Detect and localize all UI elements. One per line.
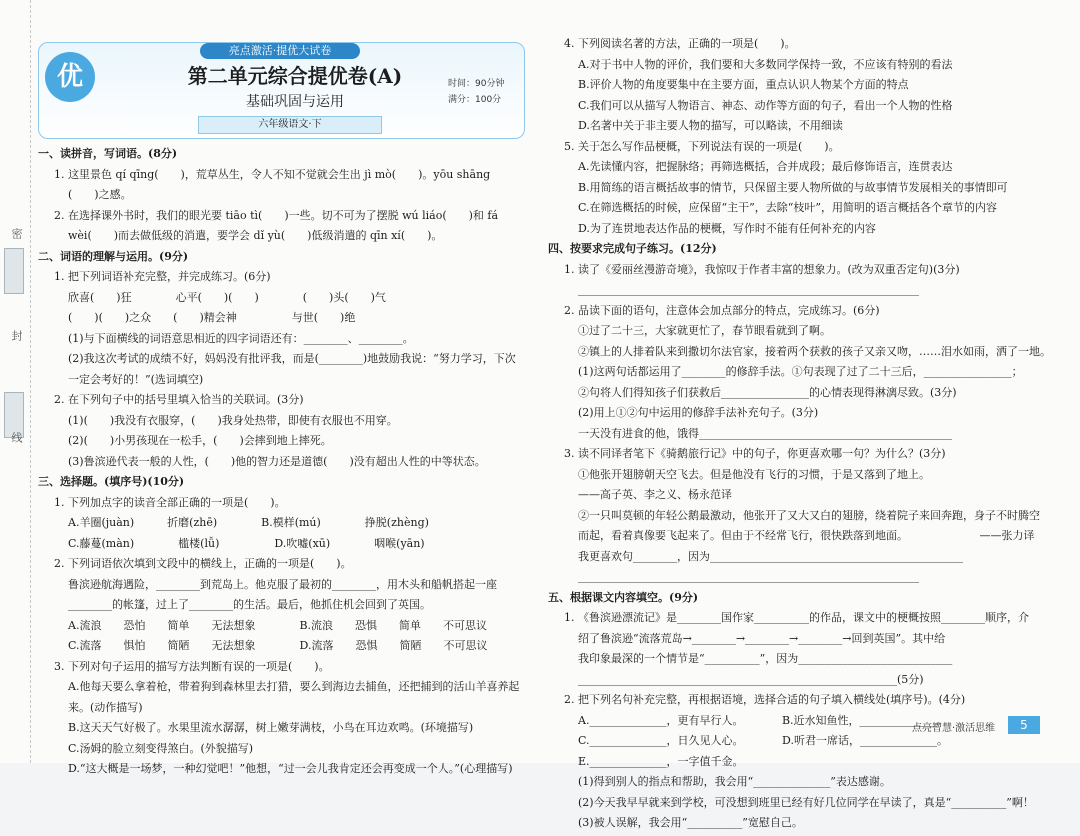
excellent-badge-icon: 优: [45, 52, 95, 102]
question-line: 1. 这里景色 qí qīng( )，荒草丛生，令人不知不觉就会生出 jì mò( )。yōu shāng: [54, 167, 491, 181]
question-line: D.为了连贯地表达作品的梗概，写作时不能有任何补充的内容: [578, 221, 876, 235]
exam-time: 时间：90分钟: [448, 79, 505, 89]
question-line: ①他张开翅膀朝天空飞去。但是他没有飞行的习惯，于是又落到了地上。: [578, 467, 930, 481]
section-heading: 五、根据课文内容填空。(9分): [548, 590, 699, 604]
question-line: 我更喜欢句________，因为______________________________________________: [578, 549, 963, 563]
question-line: D.名著中关于非主要人物的描写，可以略读，不用细读: [578, 119, 843, 132]
section-heading: 二、词语的理解与运用。(9分): [38, 249, 189, 263]
question-line: C.流落 惧怕 简陋 无法想象 D.流落 恐惧 简陋 不可思议: [68, 639, 488, 652]
question-line: A.他每天要么拿着枪，带着狗到森林里去打猎，要么到海边去捕鱼，还把捕到的活山羊喜养起: [68, 680, 520, 693]
question-line: 1. 下列加点字的读音全部正确的一项是( )。: [54, 495, 286, 509]
question-line: C.______________，日久见人心。 D.听君一席话，______________。: [578, 734, 948, 747]
question-line: C.在筛选概括的时候，应保留“主干”，去除“枝叶”，用简明的语言概括各个章节的内容: [578, 201, 998, 214]
section-heading: 一、读拼音，写词语。(8分): [38, 147, 178, 160]
gutter-mark-close: 封: [10, 330, 23, 341]
question-line: 2. 在下列句子中的括号里填入恰当的关联词。(3分): [54, 393, 304, 406]
question-line: C.汤姆的脸立刻变得煞白。(外貌描写): [68, 741, 254, 755]
page-title: 第二单元综合提优卷(A): [187, 64, 403, 88]
question-line: 1. 把下列词语补充完整，并完成练习。(6分): [54, 270, 271, 283]
question-line: 鲁滨逊航海遇险，________到荒岛上。他克服了最初的________，用木头和船帆搭起一座: [68, 577, 497, 591]
question-line: 3. 读不同译者笔下《骑鹅旅行记》中的句子，你更喜欢哪一句？为什么？(3分): [564, 447, 946, 460]
question-line: 而起，看着真像要飞起来了。但由于不经常飞行，很快跌落到地面。 ——张力译: [578, 529, 1035, 542]
question-line: (2)我这次考试的成绩不好，妈妈没有批评我，而是(________)地鼓励我说：“努力学习，下次: [68, 352, 516, 365]
question-line: ②句将人们得知孩子们获救后________________的心情表现得淋漓尽致。(3分): [578, 385, 957, 399]
question-line: 欣喜( )狂 心平( )( ) ( )头( )气: [68, 290, 386, 304]
question-line: (1)得到别人的指点和帮助，我会用“______________”表达感谢。: [578, 775, 891, 788]
question-line: A.对于书中人物的评价，我们要和大多数同学保持一致，不应该有特别的看法: [578, 57, 953, 71]
question-line: (3)鲁滨逊代表一般的人性，( )他的智力还是道德( )没有超出人性的中等状态。: [68, 454, 486, 468]
right-column: [548, 36, 1058, 836]
question-line: ______________________________________________________________: [578, 283, 919, 296]
question-line: ______________________________________________________________: [578, 570, 919, 583]
question-line: ( )( )之众 ( )精会神 与世( )绝: [68, 311, 356, 324]
question-line: wèi( )而去做低级的消遣，要学会 dǐ yù( )低级消遣的 qīn xí( )。: [68, 229, 443, 242]
page-subtitle: 基础巩固与运用: [246, 94, 344, 110]
gutter-mark-seal: 密: [10, 228, 23, 239]
footer-slogan: 点亮智慧·激活思维: [912, 723, 996, 734]
question-line: ——高子英、李之义、杨永范译: [578, 488, 732, 501]
left-column: [38, 146, 528, 782]
page-number: 5: [1008, 716, 1040, 734]
question-line: 我印象最深的一个情节是“__________”，因为____________________________: [578, 652, 953, 665]
question-line: D.“这大概是一场梦，一种幻觉吧！”他想，“过一会儿我肯定还会再变成一个人。”(心理描写): [68, 762, 513, 775]
question-line: ②一只叫莫顿的年轻公鹅最激动，他张开了又大又白的翅膀，绕着院子来回奔跑，身子不时腾空: [578, 508, 1040, 522]
question-line: B.评价人物的角度要集中在主要方面，重点认识人物某个方面的特点: [578, 78, 909, 91]
gutter-mark-line: 线: [10, 432, 23, 443]
question-line: (2)( )小男孩现在一松手，( )会摔到地上摔死。: [68, 434, 332, 447]
question-line: 4. 下列阅读名著的方法，正确的一项是( )。: [564, 37, 796, 50]
question-line: (2)用上①②句中运用的修辞手法补充句子。(3分): [578, 406, 819, 419]
question-line: 1. 读了《爱丽丝漫游奇境》，我惊叹于作者丰富的想象力。(改为双重否定句)(3分): [564, 262, 960, 276]
question-line: 3. 下列对句子运用的描写方法判断有误的一项是( )。: [54, 659, 330, 673]
binding-gutter: [0, 0, 31, 763]
question-line: (3)被人误解，我会用“__________”宽慰自己。: [578, 816, 803, 829]
question-line: B.用简练的语言概括故事的情节，只保留主要人物所做的与故事情节发展相关的事情即可: [578, 180, 1008, 194]
question-line: (2)今天我早早就来到学校，可没想到班里已经有好几位同学在早读了，真是“__________”啊！: [578, 795, 1034, 809]
section-heading: 三、选择题。(填序号)(10分): [38, 475, 185, 488]
series-banner: 亮点激活·提优大试卷: [200, 43, 360, 59]
question-line: ①过了二十三，大家就更忙了，春节眼看就到了啊。: [578, 324, 831, 337]
section-heading: 四、按要求完成句子练习。(12分): [548, 242, 717, 255]
question-line: A.羊圈(juàn) 折磨(zhē) B.模样(mú) 挣脱(zhèng): [68, 516, 429, 529]
question-line: 2. 在选择课外书时，我们的眼光要 tiāo tì( )一些。切不可为了摆脱 wú liáo( )和 fá: [54, 208, 499, 222]
question-line: ②镇上的人排着队来到撒切尔法官家，接着两个获救的孩子又亲又吻，……泪水如雨，洒了一地。: [578, 344, 1051, 358]
exam-full-score: 满分：100分: [448, 95, 502, 105]
question-line: 一天没有进食的他，饿得______________________________________________: [578, 426, 952, 440]
question-line: E.______________，一字值千金。: [578, 754, 744, 768]
question-line: A.流浪 恐怕 简单 无法想象 B.流浪 恐惧 简单 不可思议: [68, 618, 488, 632]
question-line: 1. 《鲁滨逊漂流记》是________国作家__________的作品，课文中的梗概按照________顺序，介: [564, 611, 1029, 624]
question-line: (1)这两句话都运用了________的修辞手法。①句表现了过了二十三后，________________；: [578, 365, 1023, 378]
question-line: 5. 关于怎么写作品梗概，下列说法有误的一项是( )。: [564, 139, 840, 153]
grade-label: 六年级语文·下: [198, 116, 382, 134]
question-line: B.这天天气好极了。水果里流水潺潺，树上嫩芽满枝，小鸟在耳边欢鸣。(环境描写): [68, 721, 474, 734]
question-line: C.我们可以从描写人物语言、神态、动作等方面的句子，看出一个人物的性格: [578, 98, 953, 112]
question-line: 一定会考好的！”(选词填空): [68, 372, 204, 386]
question-line: A.先读懂内容，把握脉络；再筛选概括，合并成段；最后修饰语言，连贯表达: [578, 160, 953, 173]
question-line: __________________________________________________________(5分): [578, 672, 924, 686]
question-line: 2. 品读下面的语句，注意体会加点部分的特点，完成练习。(6分): [564, 303, 880, 317]
gutter-field-class: [4, 248, 24, 294]
question-line: ( )之感。: [68, 188, 132, 201]
question-line: 2. 把下列名句补充完整，再根据语境，选择合适的句子填入横线处(填序号)。(4分): [564, 693, 966, 706]
question-line: 2. 下列词语依次填到文段中的横线上，正确的一项是( )。: [54, 557, 352, 570]
question-line: 来。(动作描写): [68, 700, 143, 714]
question-line: 绍了鲁滨逊“流落荒岛→________→________→________→回到英国”。其中给: [578, 631, 946, 645]
question-line: A.______________，更有早行人。 B.近水知鱼性，______________。: [578, 713, 948, 727]
question-line: C.藤蔓(màn) 槛楼(lǚ) D.吹嘘(xū) 咽喉(yān): [68, 536, 425, 550]
question-line: (1)与下面横线的词语意思相近的四字词语还有：________、________。: [68, 331, 414, 345]
question-line: (1)( )我没有衣服穿，( )我身处热带，即使有衣服也不用穿。: [68, 413, 398, 427]
question-line: ________的帐篷，过上了________的生活。最后，他抓住机会回到了英国。: [68, 598, 431, 611]
